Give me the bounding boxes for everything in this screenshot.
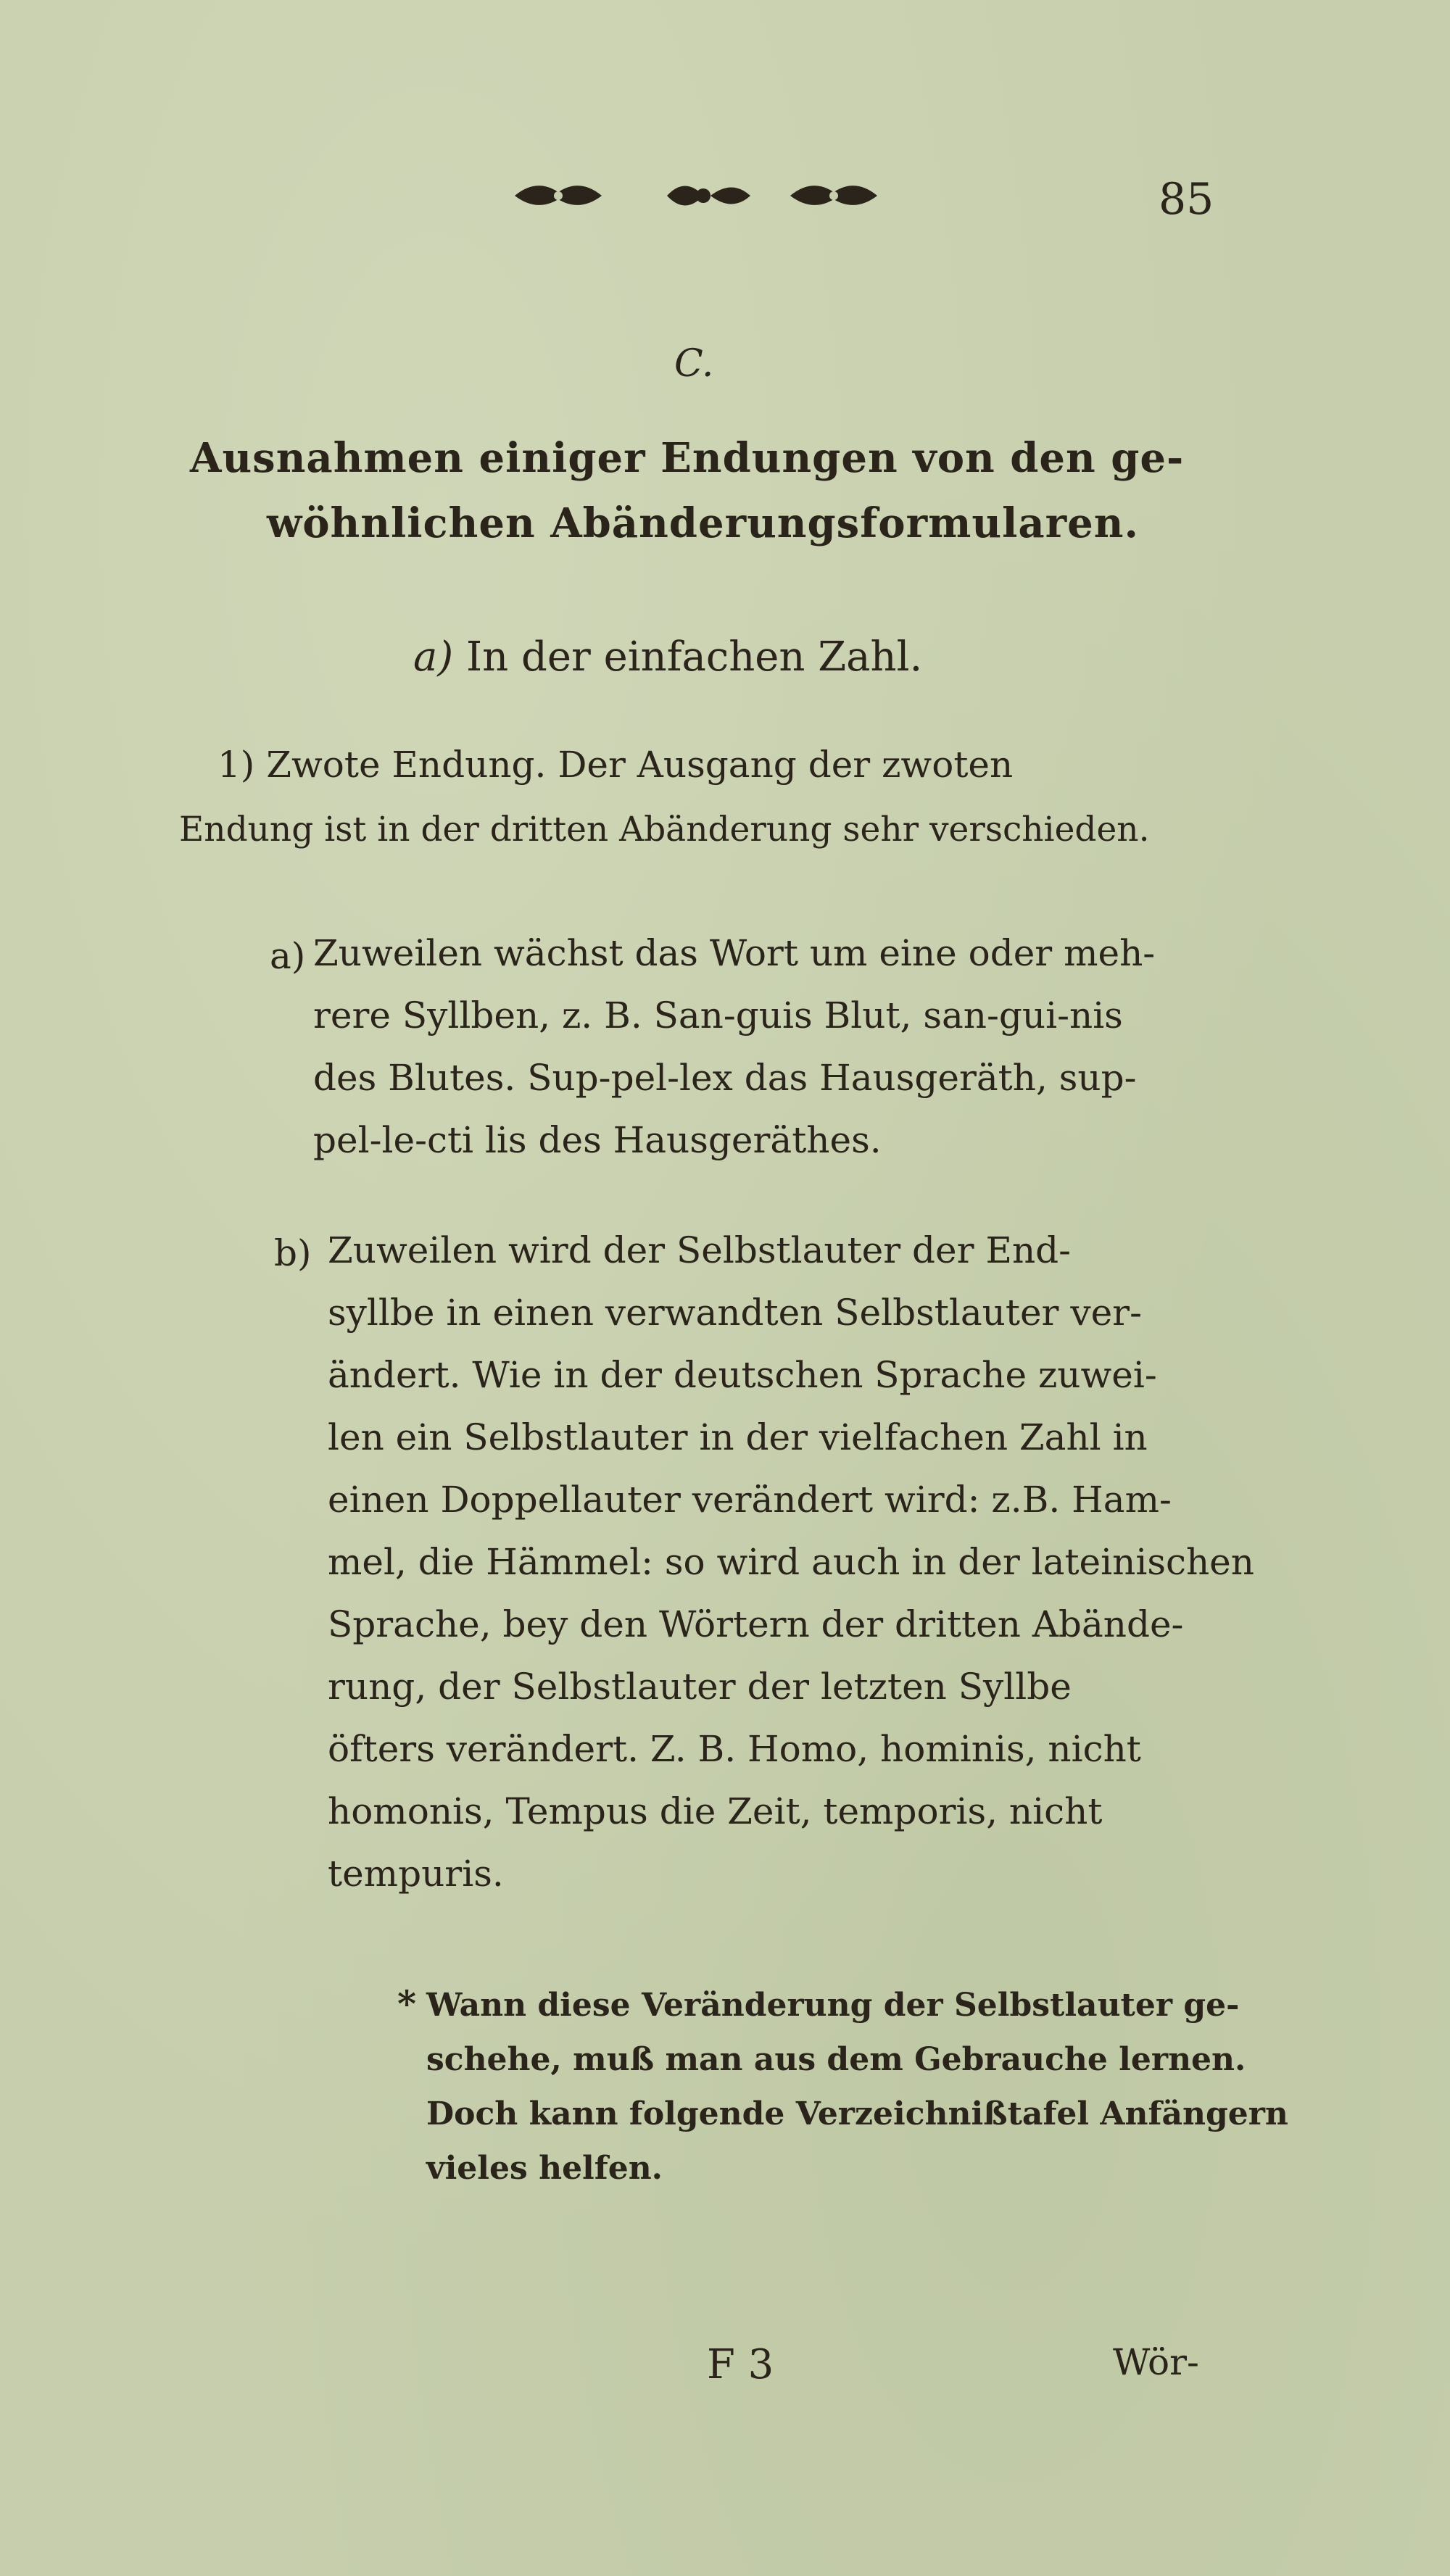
paragraph-1-line-2: Endung ist in der dritten Abänderung sehr verschieden. bbox=[179, 810, 1150, 849]
section-letter: C. bbox=[674, 342, 714, 386]
item-a-line-3: des Blutes. Sup-pel-lex das Hausgeräth, sup- bbox=[313, 1057, 1137, 1099]
paragraph-1-line-1: 1) Zwote Endung. Der Ausgang der zwoten bbox=[218, 744, 1014, 786]
footnote-line-1: Wann diese Veränderung der Selbstlauter ge- bbox=[426, 1987, 1240, 2024]
item-a-line-2: rere Syllben, z. B. San-guis Blut, san-gui-nis bbox=[313, 994, 1123, 1036]
header-ornament bbox=[500, 170, 892, 221]
section-title-line-2: wöhnlichen Abänderungsformularen. bbox=[267, 499, 1140, 547]
catchword: Wör- bbox=[1113, 2341, 1199, 2383]
item-b-line-4: len ein Selbstlauter in der vielfachen Zahl in bbox=[328, 1416, 1148, 1458]
subheading-text: In der einfachen Zahl. bbox=[466, 633, 923, 681]
item-b-line-7: Sprache, bey den Wörtern der dritten Abände- bbox=[328, 1603, 1184, 1645]
item-b-line-8: rung, der Selbstlauter der letzten Syllbe bbox=[328, 1666, 1072, 1708]
item-a-marker: a) bbox=[270, 935, 306, 977]
item-b-line-10: homonis, Tempus die Zeit, temporis, nicht bbox=[328, 1790, 1103, 1832]
item-a-line-4: pel-le-cti lis des Hausgeräthes. bbox=[313, 1119, 882, 1161]
item-a-line-1: Zuweilen wächst das Wort um eine oder meh- bbox=[313, 932, 1156, 974]
item-b-line-11: tempuris. bbox=[328, 1853, 504, 1895]
subheading-marker: a) bbox=[413, 633, 454, 681]
footnote-line-2: schehe, muß man aus dem Gebrauche lernen. bbox=[426, 2041, 1246, 2078]
footnote-line-4: vieles helfen. bbox=[426, 2150, 663, 2187]
section-title-line-1: Ausnahmen einiger Endungen von den ge- bbox=[190, 434, 1185, 482]
item-b-line-9: öfters verändert. Z. B. Homo, hominis, nicht bbox=[328, 1728, 1141, 1770]
item-b-line-1: Zuweilen wird der Selbstlauter der End- bbox=[328, 1229, 1072, 1271]
item-b-line-5: einen Doppellauter verändert wird: z.B. Ham- bbox=[328, 1479, 1172, 1521]
item-b-line-2: syllbe in einen verwandten Selbstlauter ver- bbox=[328, 1292, 1142, 1334]
item-b-marker: b) bbox=[274, 1232, 312, 1274]
page-number: 85 bbox=[1159, 174, 1214, 225]
subheading bbox=[413, 634, 922, 681]
footnote-line-3: Doch kann folgende Verzeichnißtafel Anfängern bbox=[426, 2095, 1288, 2132]
item-b-line-6: mel, die Hämmel: so wird auch in der lateinischen bbox=[328, 1541, 1254, 1583]
signature-mark: F 3 bbox=[707, 2341, 774, 2388]
footnote-marker: * bbox=[397, 1982, 417, 2025]
item-b-line-3: ändert. Wie in der deutschen Sprache zuwei- bbox=[328, 1354, 1157, 1396]
